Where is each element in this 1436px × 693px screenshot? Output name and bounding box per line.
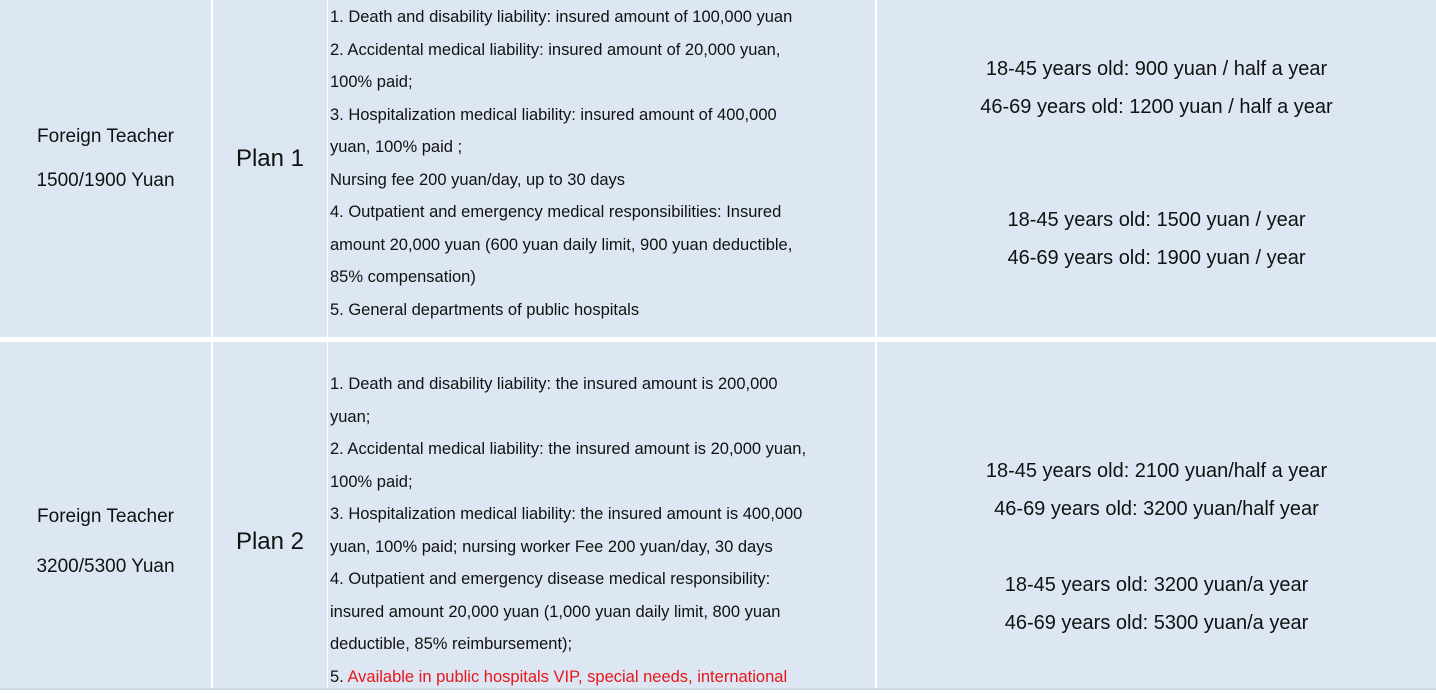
product-price-range: 3200/5300 Yuan [0,545,211,589]
table-row-plan-1 [0,0,1436,337]
price-line: 18-45 years old: 1500 yuan / year [877,201,1436,239]
product-name-cell [0,0,211,337]
product-price-range: 1500/1900 Yuan [0,159,211,203]
detail-line: 4. Outpatient and emergency disease medical responsibility: [330,563,871,596]
detail-line: 5. General departments of public hospitals [330,294,871,327]
coverage-details-cell [328,0,875,337]
premium-cell [877,0,1436,337]
detail-line: 100% paid; [330,466,871,499]
plan-cell [213,342,327,688]
detail-line: insured amount 20,000 yuan (1,000 yuan daily limit, 800 yuan [330,596,871,629]
detail-line: yuan, 100% paid; nursing worker Fee 200 yuan/day, 30 days [330,531,871,564]
price-line: 46-69 years old: 1900 yuan / year [877,239,1436,277]
product-name-cell [0,342,211,688]
price-line: 46-69 years old: 1200 yuan / half a year [877,88,1436,126]
half-year-prices [877,50,1436,126]
detail-line: amount 20,000 yuan (600 yuan daily limit, 900 yuan deductible, [330,229,871,262]
plan-label: Plan 1 [213,145,327,173]
price-line: 18-45 years old: 3200 yuan/a year [877,566,1436,604]
detail-line: 2. Accidental medical liability: insured amount of 20,000 yuan, [330,34,871,67]
price-line: 18-45 years old: 900 yuan / half a year [877,50,1436,88]
price-line: 46-69 years old: 5300 yuan/a year [877,604,1436,642]
detail-line: 100% paid; [330,66,871,99]
detail-line: yuan; [330,401,871,434]
detail-line: 3. Hospitalization medical liability: insured amount of 400,000 [330,99,871,132]
detail-line: 1. Death and disability liability: the insured amount is 200,000 [330,368,871,401]
detail-line: 85% compensation) [330,261,871,294]
yearly-prices [877,201,1436,277]
price-line: 46-69 years old: 3200 yuan/half year [877,490,1436,528]
detail-line: 3. Hospitalization medical liability: the insured amount is 400,000 [330,498,871,531]
table-row-plan-2 [0,342,1436,688]
price-line: 18-45 years old: 2100 yuan/half a year [877,452,1436,490]
highlighted-detail: Available in public hospitals VIP, special needs, international [347,668,787,686]
product-name: Foreign Teacher [0,495,211,539]
detail-line: yuan, 100% paid ; [330,131,871,164]
plan-cell [213,0,327,337]
plan-label: Plan 2 [213,528,327,556]
product-name: Foreign Teacher [0,115,211,159]
coverage-details-cell [328,342,875,688]
detail-line: 1. Death and disability liability: insured amount of 100,000 yuan [330,1,871,34]
half-year-prices [877,452,1436,528]
yearly-prices [877,566,1436,642]
detail-line: Nursing fee 200 yuan/day, up to 30 days [330,164,871,197]
detail-prefix: 5. [330,668,347,686]
premium-cell [877,342,1436,688]
detail-line: 4. Outpatient and emergency medical responsibilities: Insured [330,196,871,229]
detail-line: 2. Accidental medical liability: the insured amount is 20,000 yuan, [330,433,871,466]
detail-line: deductible, 85% reimbursement); [330,628,871,661]
